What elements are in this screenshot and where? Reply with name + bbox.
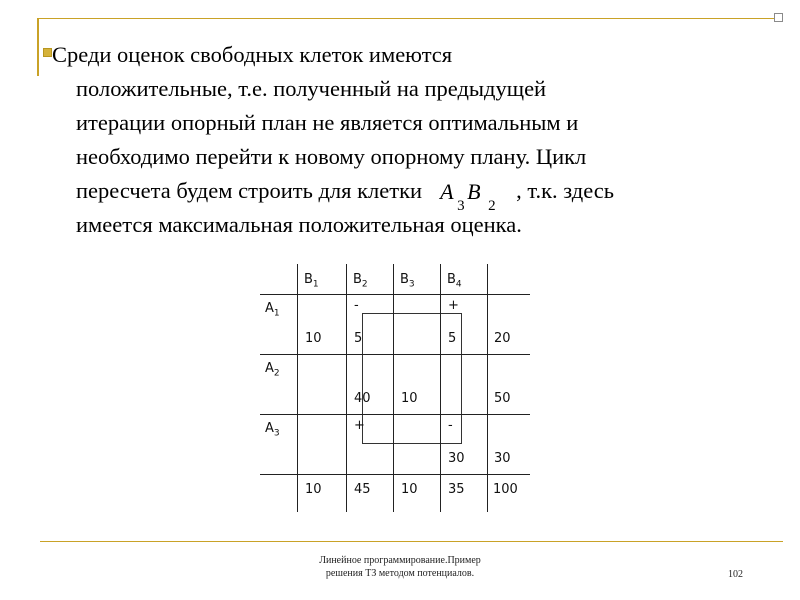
- table-grid-hline: [260, 354, 530, 355]
- footer-title: [270, 554, 530, 580]
- column-header: $B_1$: [304, 272, 319, 290]
- allocation-value: 10: [401, 391, 418, 406]
- allocation-value: 5: [354, 331, 363, 346]
- footer-title-line-2: решения ТЗ методом потенциалов.: [325, 568, 475, 579]
- row-header: $A_2$: [265, 361, 280, 379]
- demand-value: 10: [401, 482, 418, 497]
- table-grid-hline: [260, 294, 530, 295]
- supply-value: 20: [494, 331, 511, 346]
- supply-value: 50: [494, 391, 511, 406]
- supply-value: 30: [494, 451, 511, 466]
- column-header: $B_3$: [400, 272, 415, 290]
- total-value: 100: [493, 482, 518, 497]
- table-grid-hline: [260, 474, 530, 475]
- cell-reference-formula: [422, 174, 516, 214]
- table-grid-hline: [260, 414, 530, 415]
- corner-square-icon: [774, 13, 783, 22]
- cell-ref-index-b: 2: [488, 198, 496, 214]
- bottom-decor-line: [40, 541, 783, 542]
- column-header: $B_4$: [447, 272, 462, 290]
- text-line-4: необходимо перейти к новому опорному плану. Цикл: [76, 144, 587, 169]
- allocation-value: 30: [448, 451, 465, 466]
- cell-ref-letter-b: B: [467, 179, 481, 204]
- slide-body-text: [52, 38, 752, 242]
- footer-title-line-1: Линейное программирование.Пример: [319, 555, 481, 566]
- cell-ref-letter-a: A: [440, 179, 454, 204]
- column-header: $B_2$: [353, 272, 368, 290]
- cycle-sign: +: [448, 298, 459, 313]
- text-line-5-end: , т.к. здесь: [516, 178, 614, 203]
- recalculation-cycle-rectangle: [362, 313, 462, 444]
- demand-value: 35: [448, 482, 465, 497]
- text-line-3: итерации опорный план не является оптимальным и: [76, 110, 579, 135]
- text-line-2: положительные, т.е. полученный на предыдущей: [76, 76, 547, 101]
- top-decor-line: [37, 18, 780, 19]
- allocation-value: 5: [448, 331, 457, 346]
- text-line-6: имеется максимальная положительная оценка.: [76, 212, 522, 237]
- allocation-value: 10: [305, 331, 322, 346]
- row-header: $A_1$: [265, 301, 280, 319]
- page-number: 102: [728, 569, 743, 580]
- text-line-5: [52, 174, 752, 214]
- demand-value: 10: [305, 482, 322, 497]
- bullet-square-icon: [43, 48, 52, 57]
- allocation-value: 40: [354, 391, 371, 406]
- left-decor-line: [37, 18, 39, 76]
- cycle-sign: -: [354, 298, 359, 313]
- row-header: $A_3$: [265, 421, 280, 439]
- text-line-5-start: пересчета будем строить для клетки: [76, 178, 423, 203]
- cell-ref-index-a: 3: [457, 198, 465, 214]
- cycle-sign: +: [354, 418, 365, 433]
- text-line-1: Среди оценок свободных клеток имеются: [52, 42, 453, 67]
- cycle-sign: -: [448, 418, 453, 433]
- demand-value: 45: [354, 482, 371, 497]
